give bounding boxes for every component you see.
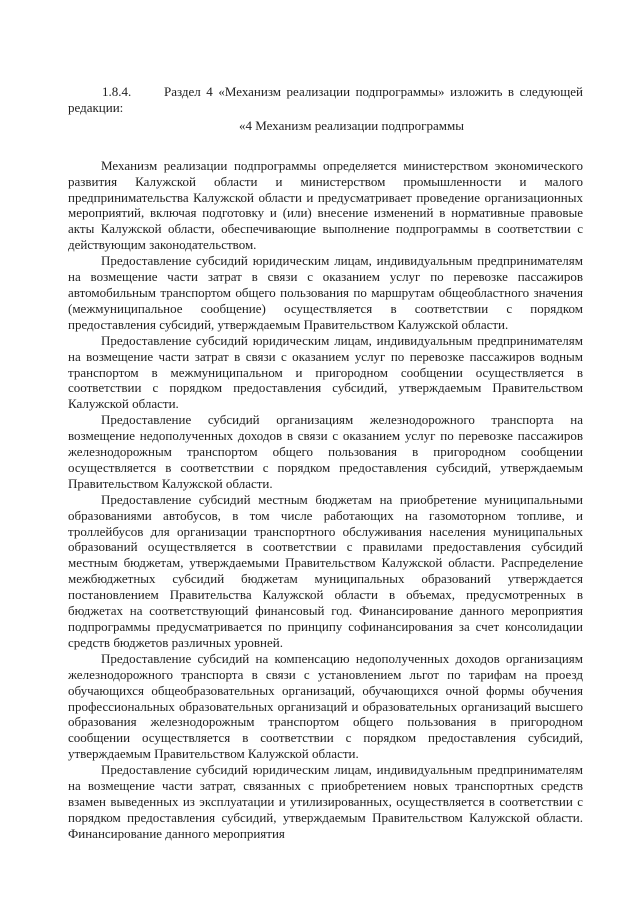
paragraph-mechanism: Механизм реализации подпрограммы определяется министерством экономического развития Калужской области и министерством промышленности и малого предпринимательства Калужской области и предусматривает проведение организационных мероприятий, включая подготовку и (или) внесение изменений в нормативные правовые акты Калужской области, обеспечивающие выполнение подпрограммы в соответствии с действующим законодательством. <box>68 157 583 253</box>
paragraph-water-transport-subsidies: Предоставление субсидий юридическим лицам, индивидуальным предпринимателям на возмещение части затрат в связи с оказанием услуг по перевозке пассажиров водным транспортом в межмуниципальном и пригородном сообщении осуществляется в соответствии с порядком предоставления субсидий, утверждаемым Правительством Калужской области. <box>68 332 583 412</box>
item-continuation: редакции: <box>68 99 124 115</box>
paragraph-railway-subsidies: Предоставление субсидий организациям железнодорожного транспорта на возмещение недополученных доходов в связи с оказанием услуг по перевозке пассажиров железнодорожным транспортом общего пользования в пригородном сообщении осуществляется в соответствии с порядком предоставления субсидий, утверждаемым Правительством Калужской области. <box>68 412 583 491</box>
paragraph-student-fare-compensation: Предоставление субсидий на компенсацию недополученных доходов организациям железнодорожного транспорта в связи с установлением льгот по тарифам на проезд обучающихся общеобразовательных организаций, обучающихся очной формы обучения профессиональных образовательных организаций и образовательных организаций высшего образования железнодорожным транспортом общего пользования в пригородном сообщении осуществляется в соответствии с порядком предоставления субсидий, утверждаемым Правительством Калужской области. <box>68 650 583 762</box>
paragraph-vehicle-renewal-subsidies: Предоставление субсидий юридическим лицам, индивидуальным предпринимателям на возмещение части затрат, связанных с приобретением новых транспортных средств взамен выведенных из эксплуатации и утилизированных, осуществляется в соответствии с порядком предоставления субсидий, утверждаемым Правительством Калужской области. Финансирование данного мероприятия <box>68 762 583 841</box>
item-text: Раздел 4 «Механизм реализации подпрограммы» изложить в следующей <box>164 84 583 99</box>
item-number: 1.8.4. <box>102 84 132 99</box>
section-heading: «4 Механизм реализации подпрограммы <box>239 117 464 133</box>
paragraph-road-transport-subsidies: Предоставление субсидий юридическим лицам, индивидуальным предпринимателям на возмещение части затрат в связи с оказанием услуг по перевозке пассажиров автомобильным транспортом общего пользования по маршрутам общеобластного значения (межмуниципальное сообщение) осуществляется в соответствии с порядком предоставления субсидий, утверждаемым Правительством Калужской области. <box>68 253 583 332</box>
amendment-item <box>68 84 583 100</box>
paragraph-bus-trolleybus-subsidies: Предоставление субсидий местным бюджетам на приобретение муниципальными образованиями автобусов, в том числе работающих на газомоторном топливе, и троллейбусов для организации транспортного обслуживания населения муниципальных образований осуществляется в соответствии с правилами предоставления субсидий местным бюджетам, утверждаемыми Правительством Калужской области. Распределение межбюджетных субсидий бюджетам муниципальных образований утверждается постановлением Правительства Калужской области в объемах, предусмотренных в бюджетах на соответствующий финансовый год. Финансирование данного мероприятия подпрограммы предусматривается по принципу софинансирования за счет консолидации средств бюджетов различных уровней. <box>68 491 583 650</box>
document-page <box>68 84 583 842</box>
